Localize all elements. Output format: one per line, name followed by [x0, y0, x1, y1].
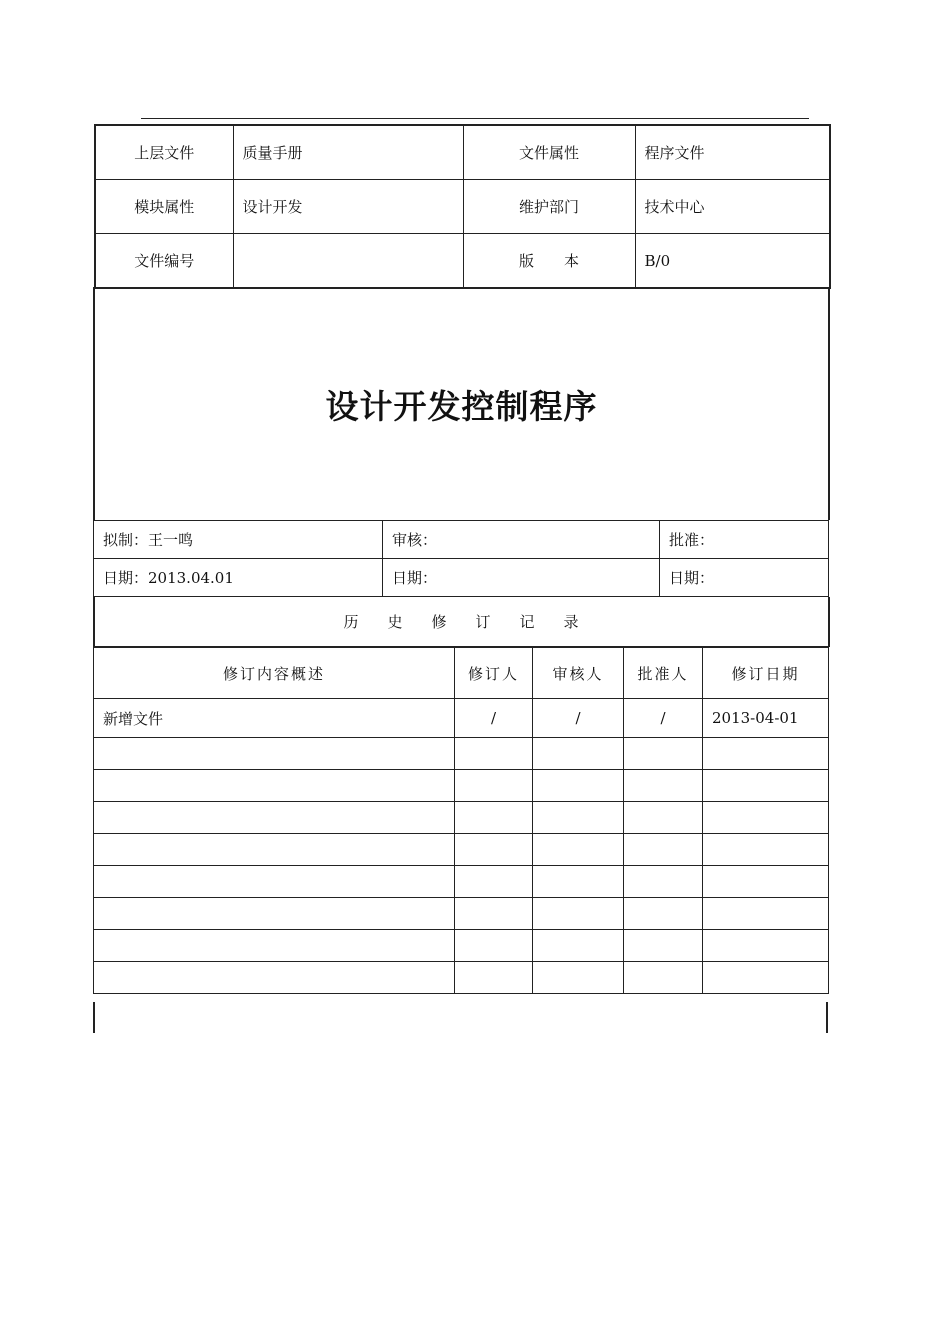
- table-cell: [455, 738, 533, 770]
- info-row: [95, 234, 830, 289]
- table-cell: /: [533, 699, 624, 738]
- table-row: [94, 834, 829, 866]
- heading-char: 史: [387, 613, 404, 631]
- document-info-table: [94, 124, 831, 289]
- table-row: [94, 770, 829, 802]
- table-row: [94, 699, 829, 738]
- table-cell: 2013-04-01: [703, 699, 829, 738]
- table-cell: [703, 866, 829, 898]
- table-row: [94, 962, 829, 994]
- table-cell: [455, 962, 533, 994]
- table-cell: [94, 770, 455, 802]
- review-date-field: 日期：: [383, 559, 660, 597]
- info-label: 文件编号: [95, 234, 233, 289]
- info-label: 模块属性: [95, 180, 233, 234]
- table-row: [94, 866, 829, 898]
- table-cell: [94, 898, 455, 930]
- heading-char: 录: [563, 613, 580, 631]
- table-cell: [94, 802, 455, 834]
- column-header: 修订人: [455, 648, 533, 699]
- table-cell: [624, 930, 703, 962]
- table-cell: [703, 770, 829, 802]
- table-cell: [624, 770, 703, 802]
- table-cell: [94, 962, 455, 994]
- signoff-row: [94, 559, 829, 597]
- table-cell: [455, 770, 533, 802]
- approver-field: 批准：: [660, 521, 829, 559]
- table-row: [94, 898, 829, 930]
- table-cell: [624, 866, 703, 898]
- table-cell: [624, 898, 703, 930]
- table-cell: /: [455, 699, 533, 738]
- table-cell: [94, 930, 455, 962]
- info-label: 上层文件: [95, 125, 233, 180]
- table-cell: [703, 898, 829, 930]
- info-label: 文件属性: [463, 125, 635, 180]
- page-border-left: [93, 1002, 95, 1033]
- heading-char: 记: [519, 613, 536, 631]
- signoff-table: [93, 520, 829, 597]
- table-cell: [455, 866, 533, 898]
- table-cell: [624, 962, 703, 994]
- table-row: [94, 738, 829, 770]
- signoff-row: [94, 521, 829, 559]
- table-cell: [94, 738, 455, 770]
- table-cell: [533, 898, 624, 930]
- table-cell: [533, 930, 624, 962]
- table-cell: [533, 802, 624, 834]
- info-value: 质量手册: [233, 125, 463, 180]
- table-cell: [455, 802, 533, 834]
- reviewer-field: 审核：: [383, 521, 660, 559]
- info-value: 技术中心: [635, 180, 830, 234]
- table-cell: [703, 738, 829, 770]
- table-cell: [624, 834, 703, 866]
- revision-header-row: [94, 648, 829, 699]
- info-value: 程序文件: [635, 125, 830, 180]
- info-row: [95, 180, 830, 234]
- table-cell: [533, 866, 624, 898]
- table-cell: [703, 962, 829, 994]
- table-cell: [533, 834, 624, 866]
- column-header: 批准人: [624, 648, 703, 699]
- header-rule: [141, 118, 809, 119]
- info-value: [233, 234, 463, 289]
- approve-date-field: 日期：: [660, 559, 829, 597]
- table-cell: 新增文件: [94, 699, 455, 738]
- page-border-right: [826, 1002, 828, 1033]
- column-header: 修订内容概述: [94, 648, 455, 699]
- info-row: [95, 125, 830, 180]
- info-value: 设计开发: [233, 180, 463, 234]
- table-cell: [455, 930, 533, 962]
- info-value: B/0: [635, 234, 830, 289]
- column-header: 修订日期: [703, 648, 829, 699]
- table-cell: [533, 770, 624, 802]
- table-cell: [455, 834, 533, 866]
- table-cell: /: [624, 699, 703, 738]
- heading-char: 订: [475, 613, 492, 631]
- table-cell: [533, 962, 624, 994]
- draft-date-field: 日期：2013.04.01: [94, 559, 383, 597]
- column-header: 审核人: [533, 648, 624, 699]
- table-cell: [703, 930, 829, 962]
- revision-table: [93, 647, 829, 994]
- table-cell: [624, 802, 703, 834]
- table-row: [94, 930, 829, 962]
- revision-history-heading: [93, 597, 830, 647]
- info-label: 版 本: [463, 234, 635, 289]
- table-cell: [455, 898, 533, 930]
- table-cell: [624, 738, 703, 770]
- info-label: 维护部门: [463, 180, 635, 234]
- heading-char: 历: [343, 613, 360, 631]
- heading-char: 修: [431, 613, 448, 631]
- table-cell: [703, 802, 829, 834]
- document-title: 设计开发控制程序: [325, 387, 598, 426]
- table-cell: [703, 834, 829, 866]
- table-row: [94, 802, 829, 834]
- table-cell: [94, 866, 455, 898]
- title-box: [93, 287, 830, 520]
- table-cell: [533, 738, 624, 770]
- table-cell: [94, 834, 455, 866]
- drafter-field: 拟制：王一鸣: [94, 521, 383, 559]
